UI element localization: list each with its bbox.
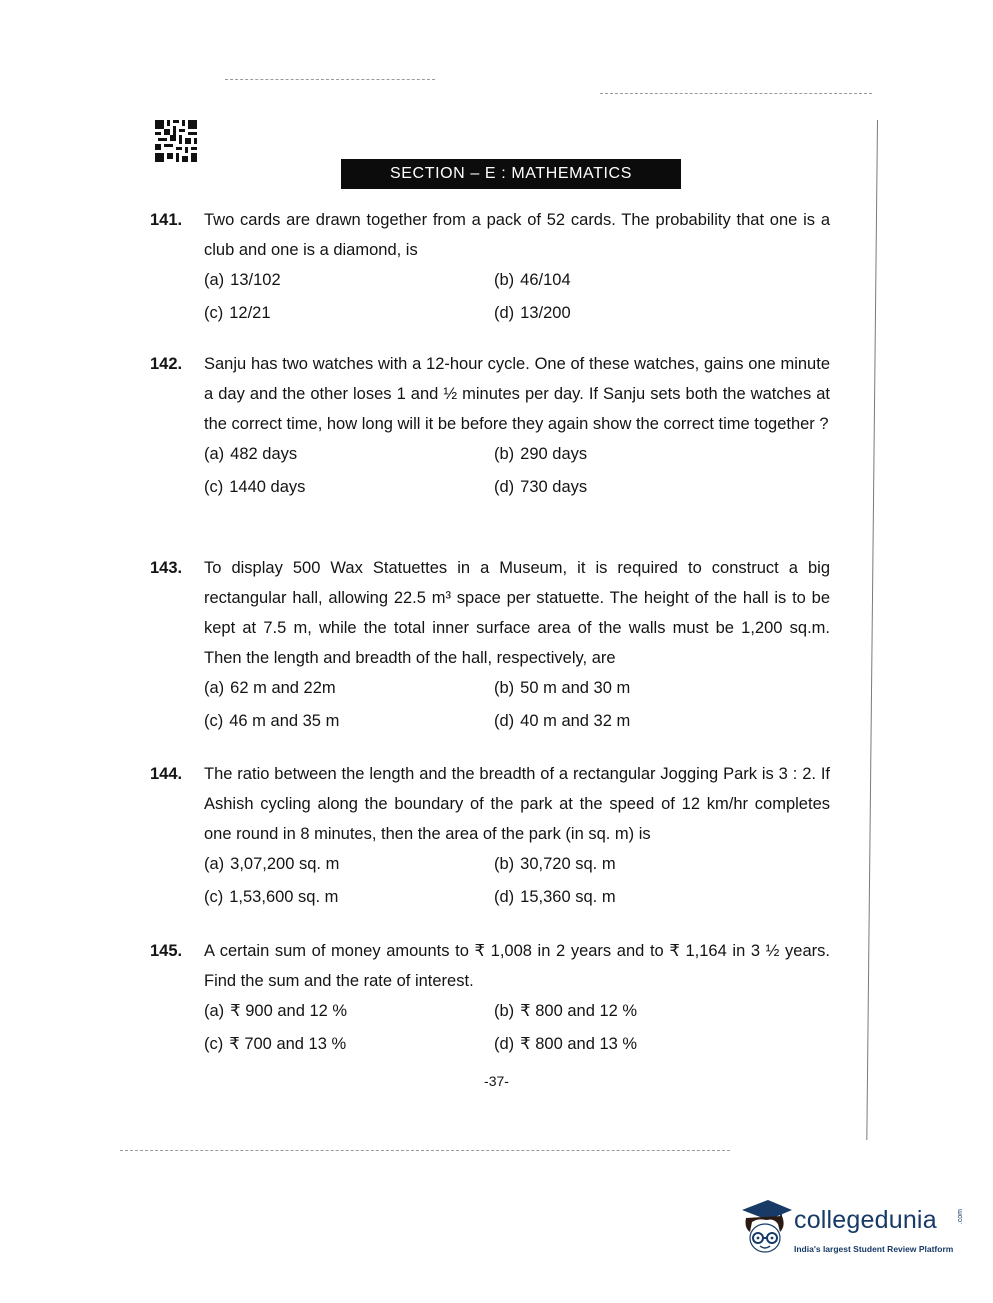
page-number: -37- [484, 1073, 509, 1089]
option-label: (a) [204, 271, 225, 289]
mascot-icon [738, 1196, 794, 1258]
option-value: 62 m and 22m [230, 679, 336, 697]
option-a [204, 853, 339, 875]
option-value: 482 days [230, 445, 298, 463]
option-label: (a) [204, 855, 225, 873]
question-number: 141. [150, 211, 183, 229]
option-label: (d) [494, 1035, 515, 1053]
brand-tagline: India's largest Student Review Platform [794, 1244, 954, 1254]
question-text: To display 500 Wax Statuettes in a Museum, it is required to construct a big rectangular hall, allowing 22.5 m³ space per statuette. The height of the hall is to be kept at 7.5 m, while the total inner surface area of the walls must be 1,200 sq.m. Then the length and breadth of the hall, respectively, are [204, 559, 830, 667]
question-number: 143. [150, 559, 183, 577]
option-value: 40 m and 32 m [520, 712, 631, 730]
scan-artifact-top-line [225, 79, 435, 80]
option-a [204, 269, 281, 291]
option-d [494, 710, 630, 732]
scan-artifact-top-line-right [600, 93, 872, 94]
option-value: 15,360 sq. m [520, 888, 616, 906]
option-a [204, 443, 297, 465]
options-grid [204, 443, 830, 510]
option-label: (b) [494, 445, 515, 463]
option-d [494, 886, 616, 908]
option-c [204, 710, 339, 732]
option-value: 50 m and 30 m [520, 679, 631, 697]
scan-artifact-bottom-line [120, 1150, 730, 1151]
question-number: 145. [150, 942, 183, 960]
options-grid [204, 269, 830, 336]
options-grid [204, 853, 830, 920]
option-value: 13/200 [520, 304, 571, 322]
option-value: 46 m and 35 m [229, 712, 340, 730]
question-text: Two cards are drawn together from a pack of 52 cards. The probability that one is a club and one is a diamond, is [204, 211, 830, 259]
option-b [494, 1000, 637, 1022]
option-value: ₹ 800 and 12 % [520, 1002, 638, 1020]
option-d [494, 302, 571, 324]
question-number: 142. [150, 355, 183, 373]
options-grid [204, 677, 830, 744]
question-143 [150, 553, 830, 744]
option-value: ₹ 700 and 13 % [229, 1035, 347, 1053]
option-value: 1,53,600 sq. m [229, 888, 339, 906]
option-value: 730 days [520, 478, 588, 496]
option-label: (c) [204, 478, 224, 496]
option-value: 1440 days [229, 478, 306, 496]
option-label: (d) [494, 478, 515, 496]
option-value: 30,720 sq. m [520, 855, 616, 873]
option-label: (c) [204, 712, 224, 730]
options-grid [204, 1000, 830, 1067]
option-label: (c) [204, 888, 224, 906]
question-text: Sanju has two watches with a 12-hour cycle. One of these watches, gains one minute a day and the other loses 1 and ½ minutes per day. If Sanju sets both the watches at the correct time, how long will it be before they again show the correct time together ? [204, 355, 830, 433]
option-label: (a) [204, 679, 225, 697]
option-label: (b) [494, 679, 515, 697]
option-value: 13/102 [230, 271, 281, 289]
option-label: (d) [494, 888, 515, 906]
option-b [494, 443, 587, 465]
option-a [204, 1000, 347, 1022]
option-b [494, 853, 616, 875]
option-label: (c) [204, 304, 224, 322]
brand-logo [738, 1196, 968, 1266]
section-title: SECTION – E : MATHEMATICS [341, 159, 681, 189]
option-value: ₹ 900 and 12 % [230, 1002, 348, 1020]
question-141 [150, 205, 830, 336]
option-label: (b) [494, 271, 515, 289]
option-label: (b) [494, 1002, 515, 1020]
qr-code-icon [155, 120, 197, 162]
option-c [204, 1033, 346, 1055]
option-label: (d) [494, 712, 515, 730]
option-label: (a) [204, 445, 225, 463]
option-d [494, 476, 587, 498]
option-label: (d) [494, 304, 515, 322]
question-text: A certain sum of money amounts to ₹ 1,008 in 2 years and to ₹ 1,164 in 3 ½ years. Find the sum and the rate of interest. [204, 942, 830, 990]
option-b [494, 677, 630, 699]
option-label: (b) [494, 855, 515, 873]
option-c [204, 476, 305, 498]
question-144 [150, 759, 830, 920]
option-a [204, 677, 336, 699]
option-d [494, 1033, 637, 1055]
option-value: 12/21 [229, 304, 271, 322]
question-text: The ratio between the length and the breadth of a rectangular Jogging Park is 3 : 2. If Ashish cycling along the boundary of the park at the speed of 12 km/hr completes one round in 8 minutes, then the area of the park (in sq. m) is [204, 765, 830, 843]
scan-artifact-right-edge [866, 120, 878, 1140]
brand-domain-suffix: .com [957, 1209, 964, 1225]
option-value: ₹ 800 and 13 % [520, 1035, 638, 1053]
question-145 [150, 936, 830, 1067]
option-label: (c) [204, 1035, 224, 1053]
option-c [204, 302, 271, 324]
option-c [204, 886, 338, 908]
question-number: 144. [150, 765, 183, 783]
question-142 [150, 349, 830, 510]
option-value: 3,07,200 sq. m [230, 855, 340, 873]
option-b [494, 269, 571, 291]
brand-name: collegedunia [794, 1206, 937, 1234]
option-value: 46/104 [520, 271, 571, 289]
option-label: (a) [204, 1002, 225, 1020]
option-value: 290 days [520, 445, 588, 463]
